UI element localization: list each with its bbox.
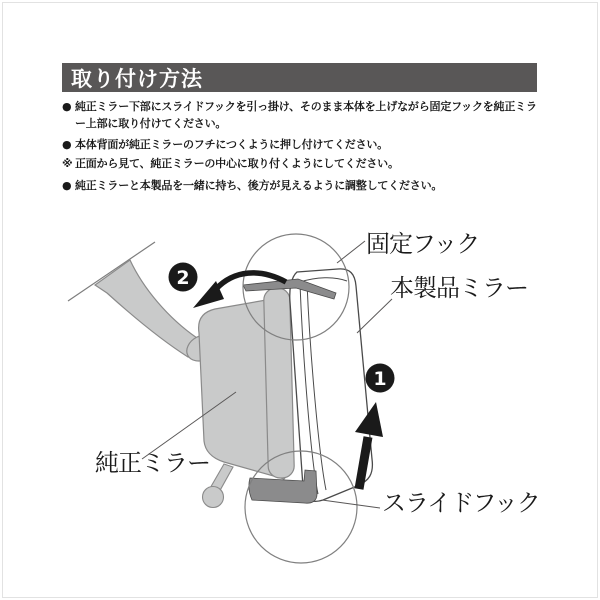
instruction-text: 純正ミラー下部にスライドフックを引っ掛け、そのまま本体を上げながら固定フックを純正ミラー上部に取り付けてください。	[75, 100, 537, 130]
adjuster-knob	[203, 487, 224, 508]
leader-line-slide-hook	[322, 500, 380, 508]
section-title: 取り付け方法	[71, 66, 203, 91]
label-slide-hook: スライドフック	[382, 489, 540, 517]
leader-line-fixed-hook	[337, 241, 365, 263]
instruction-text: 純正ミラーと本製品を一緒に持ち、後方が見えるように調整してください。	[75, 179, 443, 192]
label-product-mirror: 本製品ミラー	[390, 274, 528, 302]
step2-number: 2	[176, 267, 190, 289]
note-marker: ※	[62, 157, 73, 170]
bullet-marker: ●	[62, 100, 72, 113]
label-genuine-mirror: 純正ミラー	[95, 449, 210, 477]
bullet-marker: ●	[62, 138, 72, 151]
instruction-text: 正面から見て、純正ミラーの中心に取り付くようにしてください。	[75, 157, 399, 170]
bullet-marker: ●	[62, 179, 72, 192]
step1-number: 1	[373, 368, 387, 390]
leader-line-product-mirror	[357, 299, 392, 333]
label-fixed-hook: 固定フック	[366, 230, 480, 258]
instruction-text: 本体背面が純正ミラーのフチにつくように押し付けてください。	[75, 138, 388, 151]
clamp-bar	[264, 288, 295, 479]
